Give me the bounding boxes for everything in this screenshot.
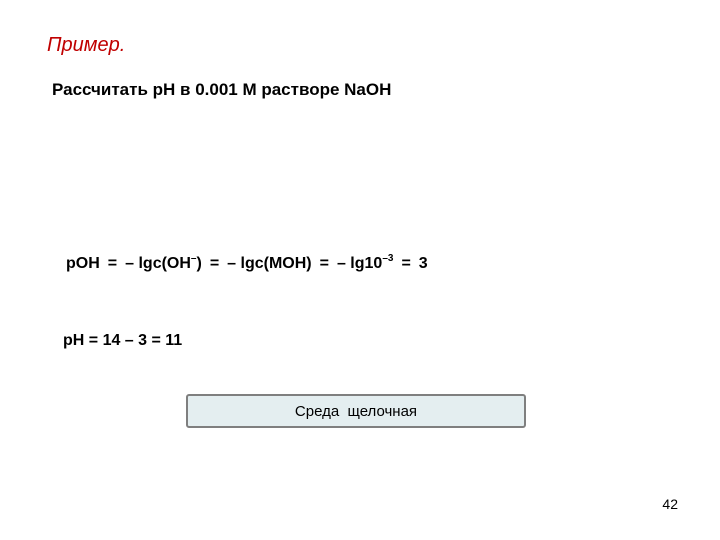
poh-result: 3 bbox=[418, 255, 428, 272]
ph-equation: pH = 14 – 3 = 11 bbox=[63, 332, 183, 349]
poh-equation bbox=[66, 255, 428, 273]
lg-power-term: – lg10 bbox=[336, 255, 383, 272]
lg-oh-term: – lgc(OH bbox=[125, 255, 191, 272]
lg-oh-term-close: ) bbox=[196, 255, 202, 272]
exponent-superscript: –3 bbox=[382, 253, 394, 264]
poh-symbol: pOH bbox=[66, 255, 100, 272]
task-statement: Рассчитать pH в 0.001 М растворе NaOH bbox=[52, 80, 392, 99]
equals-sign: = bbox=[319, 255, 329, 272]
lg-moh-term: – lgc(MOH) bbox=[227, 255, 312, 272]
equals-sign: = bbox=[401, 255, 411, 272]
page-number: 42 bbox=[662, 496, 678, 512]
slide-title: Пример. bbox=[47, 34, 126, 56]
equals-sign: = bbox=[107, 255, 118, 272]
conclusion-box: Среда щелочная bbox=[186, 394, 526, 428]
oh-charge-superscript: – bbox=[190, 253, 197, 264]
equals-sign: = bbox=[209, 255, 220, 272]
